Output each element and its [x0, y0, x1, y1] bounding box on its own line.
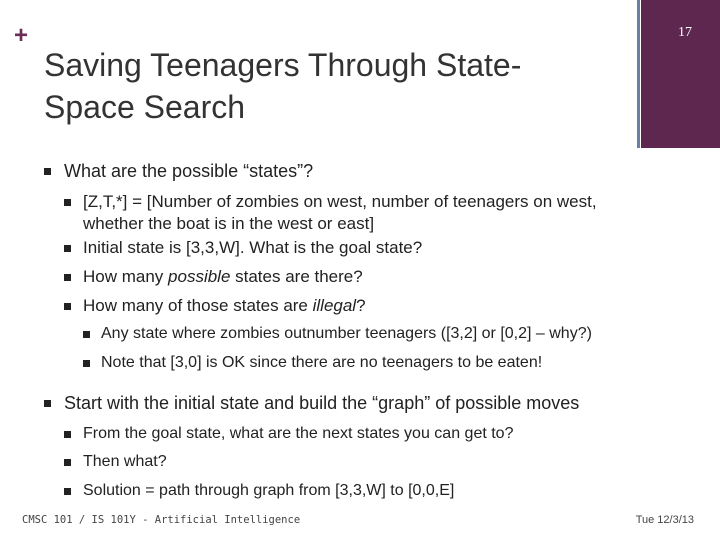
- bullet-square-icon: [64, 245, 71, 252]
- state-def-line-1: [Z,T,*] = [Number of zombies on west, number of teenagers on west,: [83, 192, 597, 211]
- emphasis: possible: [168, 267, 231, 286]
- bullet-square-icon: [44, 400, 51, 407]
- bullet-square-icon: [44, 168, 51, 175]
- bullet-possible-states: [83, 266, 363, 288]
- bullet-square-icon: [64, 488, 71, 495]
- title-line-2: Space Search: [44, 89, 246, 125]
- bullet-initial-state: Initial state is [3,3,W]. What is the goal state?: [83, 238, 423, 257]
- bullet-illegal-states: [83, 295, 366, 317]
- bullet-states: What are the possible “states”?: [64, 161, 314, 181]
- bullet-next-states: From the goal state, what are the next states you can get to?: [83, 425, 514, 442]
- bullet-square-icon: [64, 199, 71, 206]
- bullet-square-icon: [64, 431, 71, 438]
- bullet-square-icon: [64, 459, 71, 466]
- bullet-square-icon: [83, 360, 90, 367]
- footer-date: Tue 12/3/13: [635, 514, 694, 526]
- footer-course: CMSC 101 / IS 101Y - Artificial Intelligence: [22, 514, 301, 526]
- slide-number: 17: [678, 25, 692, 40]
- text-fragment: ?: [356, 296, 366, 315]
- state-def-line-2: whether the boat is in the west or east]: [83, 214, 375, 233]
- text-fragment: How many of those states are: [83, 296, 313, 315]
- accent-bar-thin: [637, 0, 640, 148]
- bullet-square-icon: [64, 274, 71, 281]
- slide-title: [44, 44, 624, 128]
- bullet-state-def: [83, 191, 597, 235]
- bullet-outnumber: Any state where zombies outnumber teenagers ([3,2] or [0,2] – why?): [101, 325, 592, 342]
- text-fragment: states are there?: [230, 267, 363, 286]
- title-line-1: Saving Teenagers Through State-: [44, 47, 522, 83]
- text-fragment: How many: [83, 267, 169, 286]
- bullet-solution: Solution = path through graph from [3,3,W] to [0,0,E]: [83, 482, 455, 499]
- bullet-square-icon: [64, 303, 71, 310]
- bullet-build-graph: Start with the initial state and build the “graph” of possible moves: [64, 393, 580, 413]
- bullet-square-icon: [83, 331, 90, 338]
- bullet-ok-state: Note that [3,0] is OK since there are no teenagers to be eaten!: [101, 354, 543, 371]
- plus-icon: +: [14, 22, 29, 49]
- bullet-then-what: Then what?: [83, 453, 167, 470]
- emphasis: illegal: [312, 296, 357, 315]
- accent-bar: [641, 0, 720, 148]
